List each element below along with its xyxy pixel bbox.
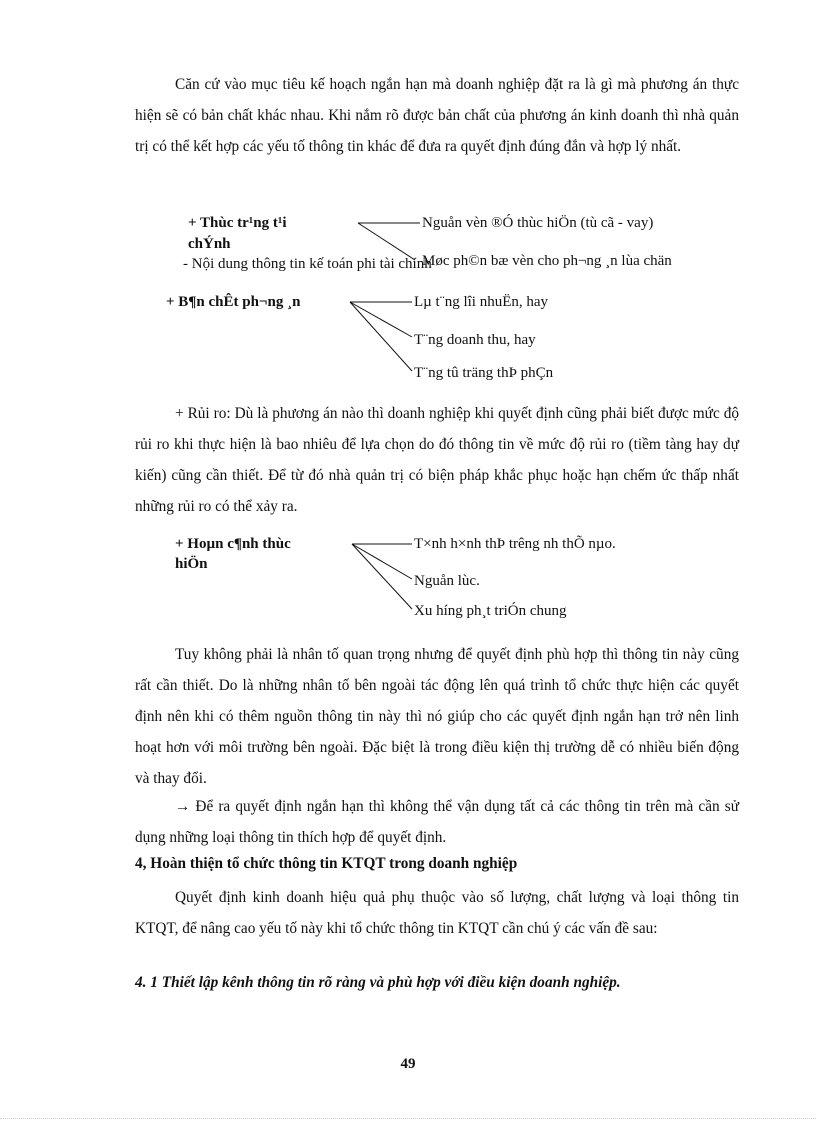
diagram3-branch-2: Nguån lùc. [414, 573, 480, 589]
page-number: 49 [400, 1056, 416, 1072]
diagram1-line-2 [358, 223, 415, 260]
diagram1-branch-2: Møc ph©n bæ vèn cho ph¬ng ¸n lùa chän [422, 253, 672, 269]
diagram2-branch-1: Lµ t¨ng lîi nhuËn, hay [414, 294, 549, 310]
paragraph-2: + Rủi ro: Dù là phương án nào thì doanh nghiệp khi quyết định cũng phải biết được mức độ rủi ro khi thực hiện là bao nhiêu để lựa chọn do đó thông tin về mức độ rủi ro (tiềm tàng hay dự kiến) cũng cần thiết. Để từ đó nhà quản trị có biện pháp khắc phục hoặc hạn chếm ức thấp nhất những rủi ro có thể xảy ra. [135, 405, 739, 515]
diagram3-branch-3: Xu híng ph¸t triÓn chung [414, 603, 567, 619]
diagram2-line-3 [350, 302, 412, 371]
diagram2-branch-2: T¨ng doanh thu, hay [414, 332, 536, 348]
bottom-dotted-border [0, 1118, 816, 1119]
diagram2-branch-3: T¨ng tû träng thÞ phÇn [414, 365, 554, 381]
paragraph-4: → Để ra quyết định ngắn hạn thì không thể vận dụng tất cả các thông tin trên mà cần sử dụng những loại thông tin thích hợp để quyết định. [135, 798, 739, 846]
paragraph-5: Quyết định kinh doanh hiệu quả phụ thuộc vào số lượng, chất lượng và loại thông tin KTQT, để nâng cao yếu tố này khi tổ chức thông tin KTQT cần chú ý các vấn đề sau: [135, 889, 739, 937]
paragraph-3: Tuy không phải là nhân tố quan trọng nhưng để quyết định phù hợp thì thông tin này cũng rất cần thiết. Do là những nhân tố bên ngoài tác động lên quá trình tổ chức thực hiện các quyết định nên khi có thêm nguồn thông tin này thì nó giúp cho các quyết định ngắn hạn trở nên linh hoạt hơn với môi trường bên ngoài. Đặc biệt là trong điều kiện thị trường dễ có nhiều biến động và thay đổi. [135, 646, 739, 787]
diagram3-branch-1: T×nh h×nh thÞ trêng nh thÕ nµo. [414, 536, 616, 552]
diagram1-branch-1: Nguån vèn ®Ó thùc hiÖn (tù cã - vay) [422, 215, 654, 231]
diagram3-label-line1: + Hoµn c¶nh thùc [175, 536, 291, 552]
diagram2-label: + B¶n chÊt ph¬ng ¸n [166, 294, 301, 310]
diagram3-line-2 [352, 544, 412, 579]
diagram1-label-line2: chÝnh [188, 236, 231, 252]
section-heading-4: 4, Hoàn thiện tổ chức thông tin KTQT trong doanh nghiệp [135, 855, 518, 872]
diagram1-overlap-text: - Nội dung thông tin kế toán phi tài chính [183, 256, 432, 272]
diagram2-line-2 [350, 302, 412, 337]
paragraph-1: Căn cứ vào mục tiêu kế hoạch ngắn hạn mà doanh nghiệp đặt ra là gì mà phương án thực hiện sẽ có bản chất khác nhau. Khi nắm rõ được bản chất của phương án kinh doanh thì nhà quản trị có thể kết hợp các yếu tố thông tin khác để đưa ra quyết định đúng đắn và hợp lý nhất. [135, 76, 739, 155]
diagram3-label-line2: hiÖn [175, 556, 208, 572]
diagram3-line-3 [352, 544, 412, 609]
section-heading-4-1: 4. 1 Thiết lập kênh thông tin rõ ràng và phù hợp với điều kiện doanh nghiệp. [135, 974, 621, 991]
diagram1-label-line1: + Thùc tr¹ng t¹i [188, 215, 287, 231]
